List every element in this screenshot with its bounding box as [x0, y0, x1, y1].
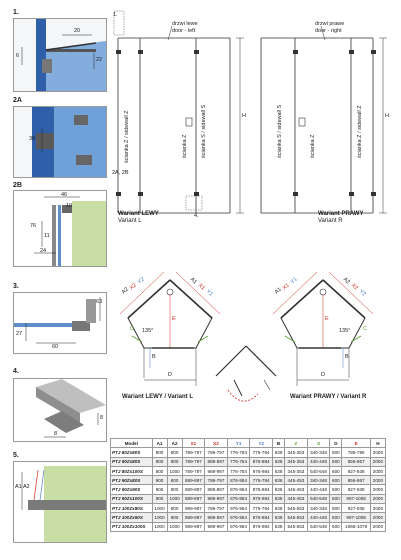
spec-model-cell: PTJ 90Zx80S — [111, 457, 153, 466]
elevation-left-wall-z-short: ścianka Z — [182, 134, 188, 158]
spec-value-cell: 997-1008 — [342, 494, 370, 503]
detail-3-dim-2: 27 — [16, 331, 23, 337]
detail-1-drawing — [14, 19, 106, 91]
detail-1-dim-right: 22 — [96, 57, 103, 63]
variant-left-name-en: Variant L — [118, 218, 142, 224]
spec-value-cell: 545-553 — [285, 504, 308, 513]
spec-value-cell: 976-984 — [227, 522, 250, 531]
spec-value-cell: 440-448 — [307, 513, 330, 522]
spec-value-cell: 638 — [272, 522, 284, 531]
spec-value-cell: 989-997 — [205, 466, 228, 475]
spec-value-cell: 876-884 — [250, 457, 273, 466]
spec-value-cell: 776-784 — [250, 504, 273, 513]
plan-right-a2: A2 — [341, 276, 351, 286]
spec-value-cell: 340-348 — [307, 448, 330, 457]
spec-value-cell: 876-884 — [227, 476, 250, 485]
spec-value-cell: 800 — [167, 476, 182, 485]
spec-value-cell: 545-553 — [285, 522, 308, 531]
spec-value-cell: 800 — [152, 457, 167, 466]
spec-value-cell: 856-867 — [342, 476, 370, 485]
spec-value-cell: 800 — [152, 448, 167, 457]
spec-value-cell: 789-797 — [205, 504, 228, 513]
plan-right-e: E — [325, 316, 329, 322]
spec-value-cell: 900 — [152, 494, 167, 503]
spec-model-cell: PTJ 90Zx80S — [111, 476, 153, 485]
spec-value-cell: 1000 — [167, 494, 182, 503]
spec-value-cell: 1000 — [167, 466, 182, 475]
spec-value-cell: 600 — [330, 522, 342, 531]
spec-value-cell: 2000 — [370, 504, 385, 513]
plan-right-c: C — [363, 326, 367, 332]
variant-right-caption — [318, 211, 363, 225]
spec-value-cell: 989-997 — [205, 522, 228, 531]
spec-value-cell: 976-984 — [250, 522, 273, 531]
detail-3-panel — [13, 292, 107, 354]
detail-1-panel — [13, 18, 107, 92]
plan-right-angle: 135° — [339, 328, 351, 334]
table-row — [111, 522, 386, 531]
plan-right-x1: X1 — [281, 282, 291, 292]
plan-left-b: B — [152, 354, 156, 360]
spec-header-cell: Z — [285, 439, 308, 448]
spec-table-header — [111, 439, 386, 448]
plan-right-d: D — [321, 372, 325, 378]
spec-value-cell: 2000 — [370, 485, 385, 494]
plan-left-x2: X2 — [128, 282, 138, 292]
spec-value-cell: 600 — [330, 476, 342, 485]
spec-value-cell: 889-897 — [205, 513, 228, 522]
spec-value-cell: 989-997 — [182, 522, 205, 531]
plan-right-y2: Y2 — [357, 288, 367, 298]
spec-value-cell: 927-938 — [342, 466, 370, 475]
spec-value-cell: 997-1008 — [342, 513, 370, 522]
spec-value-cell: 800 — [167, 448, 182, 457]
spec-value-cell: 638 — [272, 448, 284, 457]
detail-4-drawing — [14, 379, 106, 441]
spec-value-cell: 440-448 — [307, 485, 330, 494]
elevation-left-door-en: door - left — [172, 28, 196, 34]
spec-value-cell: 789-797 — [182, 448, 205, 457]
plan-left-a2: A2 — [120, 286, 130, 296]
elevation-left-height: H — [242, 113, 246, 119]
plan-right-y1: Y1 — [289, 276, 299, 286]
spec-value-cell: 800 — [167, 504, 182, 513]
plan-left-d: D — [168, 372, 172, 378]
spec-value-cell: 638 — [272, 457, 284, 466]
spec-value-cell: 776-784 — [250, 476, 273, 485]
variant-right-name-en: Variant R — [318, 218, 343, 224]
spec-value-cell: 440-448 — [307, 457, 330, 466]
spec-header-cell: Y2 — [250, 439, 273, 448]
spec-model-cell: PTJ 100Zx80S — [111, 504, 153, 513]
spec-value-cell: 856-867 — [342, 457, 370, 466]
variant-right-name-pl: Wariant PRAWY — [318, 211, 364, 217]
plan-left-y1: Y1 — [204, 288, 214, 298]
table-row — [111, 504, 386, 513]
spec-value-cell: 876-884 — [227, 485, 250, 494]
spec-value-cell: 340-348 — [307, 476, 330, 485]
spec-header-cell: H — [370, 439, 385, 448]
spec-value-cell: 600 — [330, 513, 342, 522]
plan-left-a1: A1 — [188, 276, 198, 286]
spec-value-cell: 776-784 — [227, 466, 250, 475]
spec-value-cell: 876-884 — [227, 494, 250, 503]
spec-value-cell: 976-984 — [250, 466, 273, 475]
spec-header-cell: S — [307, 439, 330, 448]
spec-value-cell: 600 — [330, 485, 342, 494]
spec-value-cell: 889-897 — [182, 494, 205, 503]
spec-model-cell: PTJ 80Zx80S — [111, 448, 153, 457]
detail-2b-dim-3: 76 — [30, 223, 37, 229]
spec-header-cell: A2 — [167, 439, 182, 448]
spec-value-cell: 800 — [152, 466, 167, 475]
spec-model-cell: PTJ 80Zx100S — [111, 466, 153, 475]
plan-left-x1: X1 — [196, 282, 206, 292]
spec-value-cell: 789-797 — [182, 466, 205, 475]
spec-value-cell: 2000 — [370, 476, 385, 485]
spec-header-cell: Y1 — [227, 439, 250, 448]
plan-right-caption: Wariant PRAWY / Variant R — [290, 394, 367, 400]
spec-value-cell: 445-453 — [285, 494, 308, 503]
spec-value-cell: 1000 — [167, 522, 182, 531]
spec-value-cell: 976-984 — [250, 494, 273, 503]
spec-value-cell: 1000 — [152, 522, 167, 531]
elevation-right-wall-z-short: ścianka Z — [310, 134, 316, 158]
detail-3-dim-3: 60 — [52, 344, 59, 350]
spec-value-cell: 900 — [167, 513, 182, 522]
spec-value-cell: 638 — [272, 494, 284, 503]
detail-2a-panel — [13, 106, 107, 178]
spec-value-cell: 900 — [167, 485, 182, 494]
spec-value-cell: 889-897 — [182, 485, 205, 494]
table-row — [111, 448, 386, 457]
spec-value-cell: 927-938 — [342, 504, 370, 513]
spec-value-cell: 789-797 — [182, 457, 205, 466]
spec-value-cell: 876-884 — [250, 485, 273, 494]
spec-value-cell: 2000 — [370, 522, 385, 531]
detail-2b-dim-5: 24 — [40, 248, 47, 254]
spec-header-cell: E — [342, 439, 370, 448]
elevation-right-height: H — [385, 113, 389, 119]
spec-value-cell: 2000 — [370, 466, 385, 475]
elevation-right-drawing — [255, 8, 395, 238]
elevation-right-wall-s: ścianka S / sidewall S — [277, 104, 283, 158]
step-4-label: 4. — [13, 368, 19, 375]
spec-header-cell: D — [330, 439, 342, 448]
spec-value-cell: 638 — [272, 466, 284, 475]
detail-1-dim-top: 20 — [74, 28, 81, 34]
table-row — [111, 466, 386, 475]
spec-header-cell: Model — [111, 439, 153, 448]
detail-2b-dim-1: 46 — [61, 192, 68, 198]
spec-header-cell: X2 — [205, 439, 228, 448]
spec-model-cell: PTJ 100Zx90S — [111, 513, 153, 522]
table-row — [111, 494, 386, 503]
detail-5-a2: A2 — [23, 484, 30, 490]
detail-4-panel — [13, 378, 107, 442]
spec-value-cell: 600 — [330, 466, 342, 475]
spec-table — [110, 438, 386, 532]
spec-value-cell: 785-796 — [342, 448, 370, 457]
spec-value-cell: 600 — [330, 494, 342, 503]
spec-value-cell: 540-548 — [307, 466, 330, 475]
variant-left-caption — [118, 211, 159, 225]
spec-value-cell: 976-984 — [227, 513, 250, 522]
spec-value-cell: 2000 — [370, 513, 385, 522]
spec-model-cell: PTJ 100Zx100S — [111, 522, 153, 531]
elevation-left-door-pl: drzwi lewe — [172, 21, 198, 27]
spec-value-cell: 2000 — [370, 457, 385, 466]
detail-2b-panel — [13, 190, 107, 267]
spec-value-cell: 445-453 — [285, 476, 308, 485]
spec-value-cell: 638 — [272, 513, 284, 522]
spec-value-cell: 789-797 — [205, 448, 228, 457]
detail-2a-dim: 38 — [29, 136, 36, 142]
spec-value-cell: 638 — [272, 476, 284, 485]
step-2a-label: 2A — [13, 97, 22, 104]
detail-4-dim-2: 8 — [54, 431, 58, 437]
spec-value-cell: 540-548 — [307, 522, 330, 531]
detail-1-dim-left: 6 — [16, 53, 20, 59]
spec-value-cell: 1068-1079 — [342, 522, 370, 531]
spec-value-cell: 445-453 — [285, 485, 308, 494]
spec-value-cell: 789-797 — [205, 476, 228, 485]
elevation-right-door-en: door - right — [315, 28, 342, 34]
spec-value-cell: 2000 — [370, 494, 385, 503]
spec-value-cell: 540-548 — [307, 494, 330, 503]
spec-table-body — [111, 448, 386, 532]
elevation-right — [255, 8, 395, 238]
elevation-left-callout-top: 1. — [113, 12, 118, 18]
door-swing-diagram — [212, 340, 282, 410]
spec-value-cell: 345-353 — [285, 448, 308, 457]
spec-value-cell: 340-348 — [307, 504, 330, 513]
spec-value-cell: 345-353 — [285, 457, 308, 466]
detail-3-dim-1: 63 — [96, 299, 103, 305]
plan-left-caption: Wariant LEWY / Variant L — [122, 394, 194, 400]
spec-value-cell: 600 — [330, 457, 342, 466]
spec-value-cell: 900 — [152, 476, 167, 485]
spec-header-cell: A1 — [152, 439, 167, 448]
plan-left-c: C — [130, 326, 134, 332]
spec-value-cell: 600 — [330, 504, 342, 513]
spec-value-cell: 989-997 — [182, 513, 205, 522]
spec-value-cell: 1000 — [152, 504, 167, 513]
step-3-label: 3. — [13, 283, 19, 290]
elevation-left — [112, 8, 252, 238]
spec-value-cell: 889-897 — [182, 476, 205, 485]
spec-value-cell: 638 — [272, 504, 284, 513]
spec-value-cell: 927-938 — [342, 485, 370, 494]
spec-value-cell: 638 — [272, 485, 284, 494]
step-1-label: 1. — [13, 9, 19, 16]
plan-left-e: E — [172, 316, 176, 322]
spec-value-cell: 976-984 — [227, 504, 250, 513]
plan-right-x2: X2 — [349, 282, 359, 292]
detail-2b-dim-2: 10 — [66, 203, 73, 209]
plan-right-a1: A1 — [273, 286, 283, 296]
spec-value-cell: 989-997 — [205, 494, 228, 503]
elevation-left-drawing — [112, 8, 252, 238]
table-row — [111, 457, 386, 466]
spec-header-cell: X1 — [182, 439, 205, 448]
spec-model-cell: PTJ 90Zx100S — [111, 494, 153, 503]
spec-value-cell: 900 — [167, 457, 182, 466]
spec-value-cell: 889-897 — [205, 457, 228, 466]
detail-4-dim-1: 8 — [100, 415, 104, 421]
spec-model-cell: PTJ 90Zx90S — [111, 485, 153, 494]
spec-value-cell: 600 — [330, 448, 342, 457]
variant-left-name-pl: Wariant LEWY — [118, 211, 159, 217]
elevation-left-callout-2a2b: 2A, 2B — [112, 170, 129, 176]
spec-value-cell: 900 — [152, 485, 167, 494]
spec-value-cell: 2000 — [370, 448, 385, 457]
spec-value-cell: 545-553 — [285, 513, 308, 522]
detail-2b-dim-4: 11 — [44, 233, 50, 239]
spec-value-cell: 776-784 — [227, 448, 250, 457]
detail-2b-drawing — [14, 191, 106, 266]
step-5-label: 5. — [13, 452, 19, 459]
spec-value-cell: 889-897 — [205, 485, 228, 494]
spec-value-cell: 989-997 — [182, 504, 205, 513]
elevation-left-callout-bottom: 4. — [194, 213, 199, 219]
plan-right-b: B — [345, 354, 349, 360]
table-row — [111, 513, 386, 522]
spec-value-cell: 776-784 — [227, 457, 250, 466]
spec-value-cell: 876-884 — [250, 513, 273, 522]
plan-left-y2: Y2 — [136, 276, 146, 286]
elevation-left-wall-s: ścianka S / sidewall S — [201, 104, 207, 158]
detail-5-a1: A1 — [15, 484, 22, 490]
detail-5-drawing — [14, 462, 106, 542]
door-swing-drawing — [212, 340, 282, 410]
detail-3-drawing — [14, 293, 106, 353]
spec-header-cell: B — [272, 439, 284, 448]
spec-value-cell: 1000 — [152, 513, 167, 522]
elevation-left-wall-z: ścianka Z / sidewall Z — [124, 110, 130, 163]
plan-left-angle: 135° — [142, 328, 154, 334]
spec-value-cell: 776-784 — [250, 448, 273, 457]
detail-5-panel — [13, 461, 107, 543]
spec-value-cell: 345-353 — [285, 466, 308, 475]
elevation-right-door-pl: drzwi prawe — [315, 21, 345, 27]
table-row — [111, 485, 386, 494]
elevation-right-wall-z: ścianka Z / sidewall Z — [357, 105, 363, 158]
step-2b-label: 2B — [13, 182, 22, 189]
detail-2a-drawing — [14, 107, 106, 177]
table-row — [111, 476, 386, 485]
